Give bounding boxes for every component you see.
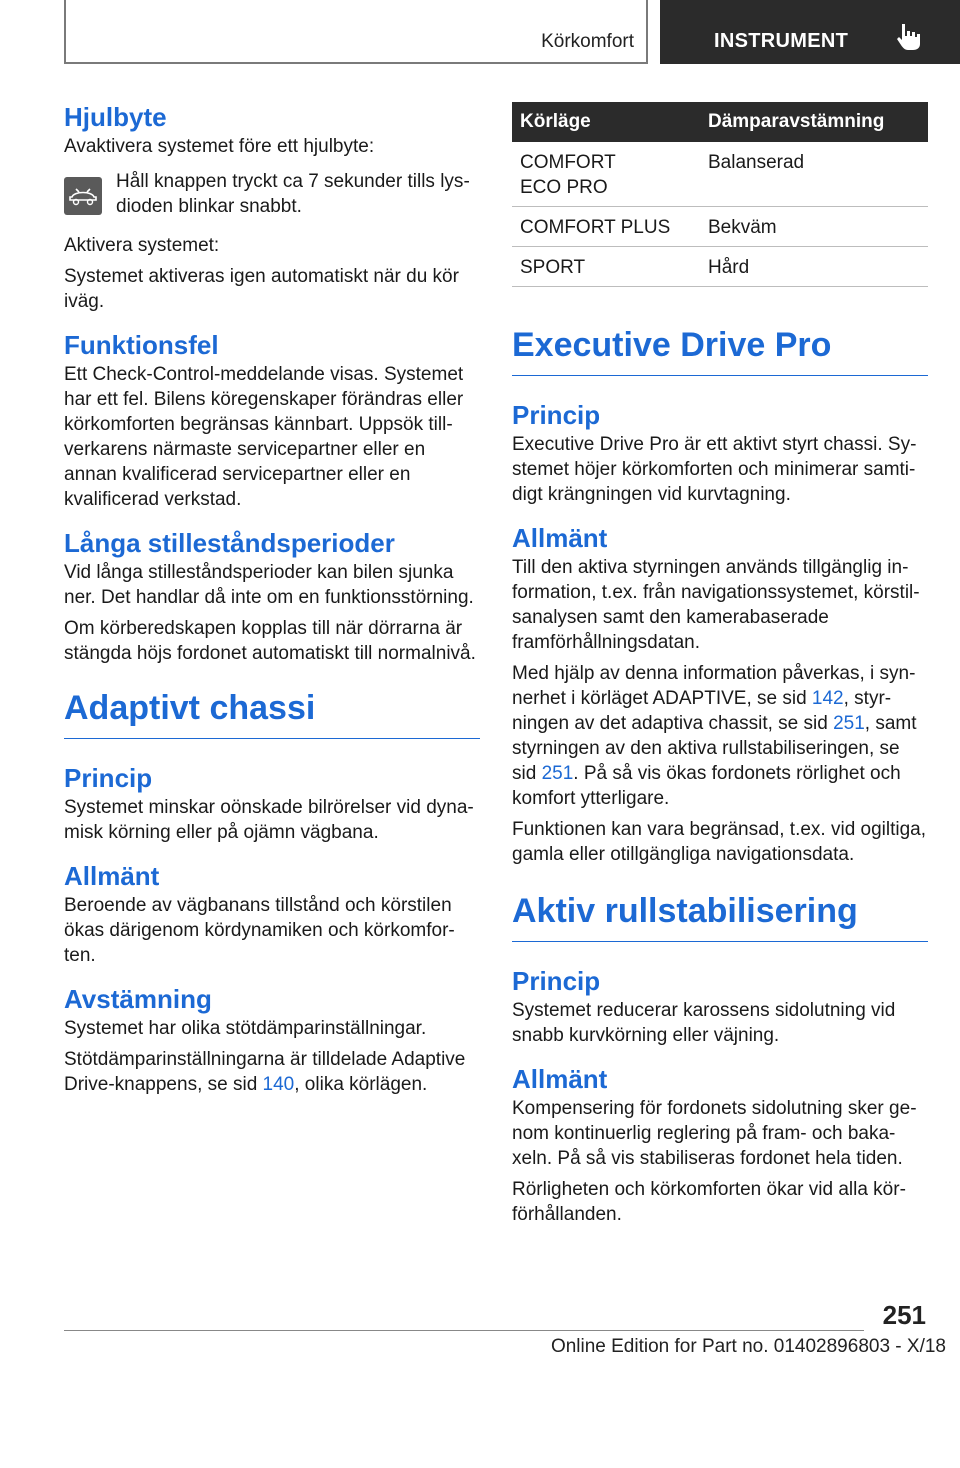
header-chapter-box (660, 0, 960, 64)
heading-funktionsfel: Funktionsfel (64, 330, 219, 360)
table-cell-mode: SPORT (512, 247, 700, 287)
heading-princip: Princip (512, 966, 601, 996)
header-section-box (64, 0, 648, 64)
edp-paragraph-3: Funktionen kan vara begränsad, t.ex. vid ogiltiga, gamla eller otillgängliga navigationsdata. (512, 819, 927, 865)
heading-princip: Princip (512, 400, 601, 430)
damper-table (512, 102, 928, 287)
table-header-mode: Körläge (512, 102, 700, 142)
heading-allmant: Allmänt (512, 523, 608, 553)
pointing-hand-icon (896, 22, 924, 52)
footer-divider (64, 1330, 864, 1331)
heading-stillestand: Långa stilleståndsperioder (64, 528, 395, 558)
stillestand-text-1: Vid långa stilleståndsperioder kan bilen sjunka ner. Det handlar då inte om en funktionsstörning. (64, 562, 474, 608)
heading-executive-drive-pro: Executive Drive Pro (512, 323, 928, 376)
table-row (512, 247, 928, 287)
table-cell-damping: Hård (700, 247, 928, 287)
page-link-140[interactable]: 140 (262, 1074, 295, 1095)
avstamning-text-2: Stötdämparinställningarna är tilldelade Adaptive Drive-knappens, se sid 140, olika körlägen. (64, 1049, 466, 1095)
heading-aktiv-rullstabilisering: Aktiv rullstabilisering (512, 889, 928, 942)
suspension-button-icon (64, 177, 102, 215)
activate-label: Aktivera systemet: (64, 235, 220, 256)
heading-hjulbyte: Hjulbyte (64, 102, 167, 132)
funktionsfel-text: Ett Check-Control-meddelande visas. Systemet har ett fel. Bilens köregenskaper förändras eller körkomforten begränsas kännbart. Uppsök tillverkarens närmaste servicepartner eller en annan kvalificerad servicepartner eller en kvalificerad verkstad. (64, 364, 464, 510)
heading-adaptivt-chassi: Adaptivt chassi (64, 686, 480, 739)
heading-princip: Princip (64, 763, 153, 793)
header-section-title: Körkomfort (541, 31, 634, 52)
activate-text: Systemet aktiveras igen automatiskt när du kör iväg. (64, 266, 459, 312)
hjulbyte-intro: Avaktivera systemet före ett hjulbyte: (64, 136, 375, 157)
stillestand-text-2: Om körberedskapen kopplas till när dörrarna är stängda höjs fordonet automatiskt till normalnivå. (64, 618, 476, 664)
edp-allmant-text: Till den aktiva styrningen används tillgänglig information, t.ex. från navigationssystemet, körstilsanalysen samt den kamerabaserade framförhållningsdatan. (512, 557, 920, 653)
page-number: 251 (882, 1300, 926, 1330)
table-cell-damping: Bekväm (700, 207, 928, 247)
table-cell-mode: COMFORT PLUS (512, 207, 700, 247)
arb-princip-text: Systemet reducerar karossens sidolutning vid snabb kurvkörning eller väjning. (512, 1000, 896, 1046)
edp-princip-text: Executive Drive Pro är ett aktivt styrt chassi. Systemet höjer körkomforten och minimerar samtidigt krängningen vid kurvtagning. (512, 434, 917, 505)
table-row (512, 142, 928, 207)
edp-paragraph-2: Med hjälp av denna information påverkas, i synnerhet i körläget ADAPTIVE, se sid 142, styrningen av det adaptiva chassit, se sid 251, samt styrningen av den aktiva rullstabiliseringen, se sid 251. På så vis ökas fordonets rörlighet och komfort ytterligare. (512, 663, 917, 809)
note-block (64, 169, 480, 219)
table-row (512, 207, 928, 247)
princip-text: Systemet minskar oönskade bilrörelser vid dynamisk körning eller på ojämn vägbana. (64, 797, 474, 843)
heading-avstamning: Avstämning (64, 984, 212, 1014)
right-column (512, 102, 928, 1227)
header-chapter-title: INSTRUMENT (714, 30, 849, 52)
heading-allmant: Allmänt (64, 861, 160, 891)
table-header-damping: Dämparavstämning (700, 102, 928, 142)
page-link-142[interactable]: 142 (811, 688, 844, 709)
page-link-251[interactable]: 251 (833, 713, 865, 734)
footer-edition: Online Edition for Part no. 01402896803 - X/18 (550, 1336, 946, 1357)
arb-allmant-text-1: Kompensering för fordonets sidolutning sker genom kontinuerlig reglering på fram- och bakaxeln. På så vis stabiliseras fordonet hela tiden. (512, 1098, 917, 1169)
table-cell-damping: Balanserad (700, 142, 928, 207)
arb-allmant-text-2: Rörligheten och körkomforten ökar vid alla körförhållanden. (512, 1179, 906, 1225)
allmant-text: Beroende av vägbanans tillstånd och körstilen ökas därigenom kördynamiken och körkomforten. (64, 895, 455, 966)
heading-allmant: Allmänt (512, 1064, 608, 1094)
table-cell-mode: COMFORT ECO PRO (512, 142, 700, 207)
note-text: Håll knappen tryckt ca 7 sekunder tills lysdioden blinkar snabbt. (116, 171, 470, 217)
page-link-251[interactable]: 251 (541, 763, 574, 784)
avstamning-text-1: Systemet har olika stötdämparinställningar. (64, 1018, 427, 1039)
left-column (64, 100, 480, 1097)
